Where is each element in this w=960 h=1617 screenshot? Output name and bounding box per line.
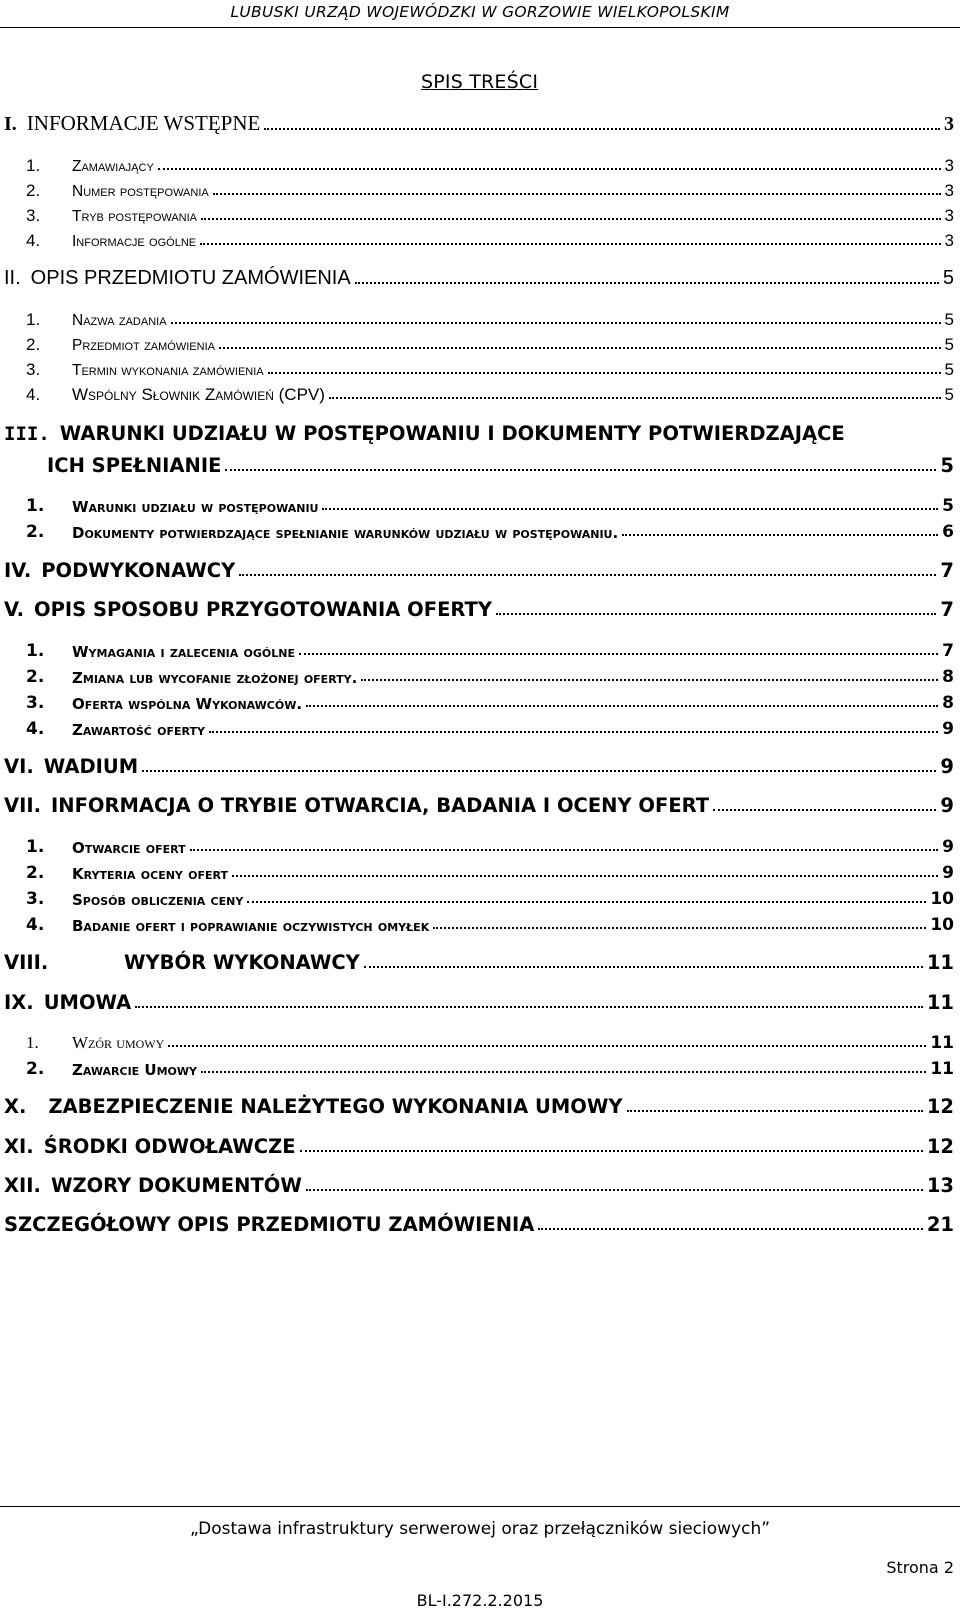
toc-leader: [201, 1071, 926, 1073]
toc-leader: [306, 705, 938, 707]
toc-page-number: 9: [940, 794, 954, 817]
toc-page-number: 11: [930, 1059, 954, 1079]
toc-leader: [329, 397, 941, 399]
toc-page-number: 3: [944, 206, 954, 225]
footer-title: „Dostawa infrastruktury serwerowej oraz przełączników sieciowych”: [189, 1519, 771, 1539]
toc-item-number: 2.: [26, 1059, 45, 1079]
toc-item-9-2[interactable]: [26, 1049, 954, 1079]
toc-leader: [268, 372, 941, 374]
toc-item-label: Przedmiot zamówienia: [72, 337, 215, 354]
toc-item-label: Informacje ogólne: [72, 233, 197, 250]
toc-page-number: 11: [930, 1033, 954, 1053]
toc-item-label: Warunki udziału w postępowaniu: [72, 498, 319, 516]
toc-section-label: INFORMACJE WSTĘPNE: [26, 111, 261, 135]
toc-leader: [361, 679, 938, 681]
toc-item-number: 2.: [26, 335, 41, 354]
toc-section-7[interactable]: [4, 787, 954, 817]
toc-section-1[interactable]: [4, 106, 954, 136]
toc-leader: [306, 1189, 923, 1191]
toc-section-label: WADIUM: [43, 755, 139, 778]
toc-item-label: Badanie ofert i poprawianie oczywistych omyłek: [72, 917, 430, 935]
toc-leader: [232, 875, 938, 877]
toc-page-number: 9: [940, 755, 954, 778]
toc-page-number: 10: [930, 889, 954, 909]
toc-section-number: VII.: [4, 794, 42, 817]
toc-title: SPIS TREŚCI: [421, 71, 539, 93]
toc-leader: [201, 218, 941, 220]
toc-item-number: 2.: [26, 181, 41, 200]
toc-leader: [538, 1228, 922, 1230]
toc-page-number: 9: [942, 719, 954, 739]
toc-item-label: Wspólny Słownik Zamówień (CPV): [72, 385, 325, 404]
toc-leader: [247, 901, 926, 903]
toc-page-number: 12: [926, 1095, 954, 1118]
toc-page-number: 8: [942, 693, 954, 713]
toc-item-label: Dokumenty potwierdzające spełnianie warunków udziału w postępowaniu.: [72, 524, 619, 542]
toc-item-label: Oferta wspólna Wykonawców.: [72, 695, 303, 713]
toc-section-8[interactable]: [4, 944, 954, 974]
toc-section-number: I.: [4, 113, 17, 135]
toc-leader: [264, 128, 940, 130]
toc-item-label: Tryb postępowania: [72, 208, 198, 225]
toc-page-number: 5: [942, 267, 954, 289]
toc-leader: [209, 731, 938, 733]
toc-page-number: 6: [942, 522, 954, 542]
toc-section-number: IV.: [4, 559, 32, 582]
toc-page-number: 3: [944, 231, 954, 250]
toc-item-label: Wymagania i zalecenia ogólne: [72, 643, 295, 661]
toc-leader: [355, 282, 939, 284]
toc-page-number: 11: [926, 951, 954, 974]
toc-section-4[interactable]: [4, 552, 954, 582]
toc-section-detailed-description[interactable]: [4, 1206, 954, 1236]
toc-item-number: 3.: [26, 360, 41, 379]
toc-page-number: 3: [944, 156, 954, 175]
footer-reference: BL-I.272.2.2015: [416, 1591, 544, 1610]
toc-leader: [239, 574, 936, 576]
toc-leader: [496, 613, 936, 615]
toc-item-label: Wzór umowy: [72, 1033, 165, 1052]
toc-section-11[interactable]: [4, 1128, 954, 1158]
toc-page-number: 13: [926, 1174, 954, 1197]
toc-leader: [171, 322, 941, 324]
toc-page-number: 11: [926, 991, 954, 1014]
toc-section-label: WYBÓR WYKONAWCY: [124, 951, 360, 974]
toc-leader: [158, 168, 941, 170]
toc-section-5[interactable]: [4, 591, 954, 621]
toc-section-6[interactable]: [4, 748, 954, 778]
toc-section-label: INFORMACJA O TRYBIE OTWARCIA, BADANIA I OCENY OFERT: [51, 794, 710, 817]
toc-page-number: 5: [944, 360, 954, 379]
toc-item-5-4[interactable]: [26, 709, 954, 739]
toc-leader: [135, 1006, 923, 1008]
toc-leader: [627, 1110, 923, 1112]
toc-section-label: UMOWA: [43, 991, 132, 1014]
toc-item-label: Otwarcie ofert: [72, 839, 186, 857]
toc-page-number: 5: [940, 454, 954, 477]
footer-divider: [0, 1506, 960, 1507]
toc-item-number: 1.: [26, 156, 41, 175]
toc-section-label: OPIS SPOSOBU PRZYGOTOWANIA OFERTY: [34, 598, 492, 621]
toc-section-9[interactable]: [4, 984, 954, 1014]
toc-page-number: 9: [942, 863, 954, 883]
toc-leader: [322, 508, 938, 510]
page-header: LUBUSKI URZĄD WOJEWÓDZKI W GORZOWIE WIELKOPOLSKIM: [230, 3, 730, 21]
page-number: Strona 2: [886, 1558, 954, 1577]
toc-item-3-2[interactable]: [26, 512, 954, 542]
toc-item-number: 3.: [26, 693, 45, 713]
toc-page-number: 9: [942, 837, 954, 857]
toc-item-label: Kryteria oceny ofert: [72, 865, 228, 883]
toc-leader: [300, 1150, 923, 1152]
toc-item-number: 3.: [26, 889, 45, 909]
toc-item-number: 1.: [26, 837, 45, 857]
toc-page-number: 10: [930, 915, 954, 935]
toc-page-number: 7: [940, 598, 954, 621]
toc-item-label: Numer postępowania: [72, 183, 209, 200]
toc-leader: [622, 534, 938, 536]
toc-leader: [190, 849, 939, 851]
toc-item-number: 1.: [26, 641, 45, 661]
toc-item-number: 3.: [26, 206, 41, 225]
toc-leader: [219, 347, 941, 349]
toc-page-number: 5: [944, 335, 954, 354]
toc-page-number: 7: [940, 559, 954, 582]
toc-section-number: IX.: [4, 991, 34, 1014]
toc-section-label: ZABEZPIECZENIE NALEŻYTEGO WYKONANIA UMOWY: [48, 1095, 623, 1118]
toc-item-number: 4.: [26, 719, 45, 739]
toc-leader: [225, 469, 936, 471]
toc-section-10[interactable]: [4, 1088, 954, 1118]
toc-item-number: 4.: [26, 231, 41, 250]
toc-section-label: OPIS PRZEDMIOTU ZAMÓWIENIA: [30, 267, 351, 289]
toc-leader: [142, 770, 936, 772]
toc-section-label: ŚRODKI ODWOŁAWCZE: [43, 1135, 296, 1158]
toc-section-number: XII.: [4, 1174, 41, 1197]
toc-page-number: 8: [942, 667, 954, 687]
toc-item-number: 1.: [26, 310, 41, 329]
toc-page-number: 5: [942, 496, 954, 516]
toc-section-3[interactable]: [4, 415, 954, 445]
toc-item-1-4[interactable]: [26, 221, 954, 251]
toc-section-12[interactable]: [4, 1167, 954, 1197]
toc-page-number: 5: [944, 310, 954, 329]
toc-item-number: 1.: [26, 1033, 39, 1052]
toc-item-label: Zmiana lub wycofanie złożonej oferty.: [72, 669, 358, 687]
toc-page-number: 7: [942, 641, 954, 661]
toc-section-number: X.: [4, 1095, 27, 1118]
toc-item-label: Termin wykonania zamówienia: [72, 362, 264, 379]
toc-item-label: Nazwa zadania: [72, 312, 167, 329]
toc-item-label: Sposób obliczenia ceny: [72, 891, 244, 909]
toc-section-2[interactable]: [4, 260, 954, 290]
toc-item-label: Zawarcie Umowy: [72, 1061, 197, 1079]
header-divider: [0, 27, 960, 28]
toc-page-number: 3: [944, 181, 954, 200]
toc-section-number: XI.: [4, 1135, 34, 1158]
toc-section-number: VI.: [4, 755, 34, 778]
toc-item-number: 4.: [26, 385, 41, 404]
toc-section-3-cont[interactable]: [47, 447, 954, 477]
toc-page-number: 21: [926, 1213, 954, 1236]
toc-leader: [299, 653, 938, 655]
toc-leader: [364, 966, 923, 968]
toc-item-label: Zawartość oferty: [72, 721, 205, 739]
toc-leader: [213, 193, 941, 195]
toc-section-number: II.: [4, 267, 21, 289]
toc-item-2-4[interactable]: [26, 375, 954, 405]
toc-item-label: Zamawiający: [72, 158, 154, 175]
toc-section-label-cont: ICH SPEŁNIANIE: [47, 454, 222, 477]
toc-section-label: WARUNKI UDZIAŁU W POSTĘPOWANIU I DOKUMENTY POTWIERDZAJĄCE: [59, 422, 845, 445]
toc-item-number: 2.: [26, 667, 45, 687]
toc-leader: [713, 809, 936, 811]
toc-section-label: PODWYKONAWCY: [41, 559, 236, 582]
toc-item-number: 2.: [26, 863, 45, 883]
toc-leader: [433, 927, 926, 929]
toc-item-7-4[interactable]: [26, 905, 954, 935]
toc-leader: [168, 1045, 926, 1047]
toc-page-number: 5: [944, 385, 954, 404]
toc-page-number: 12: [926, 1135, 954, 1158]
toc-leader: [200, 243, 940, 245]
toc-item-number: 1.: [26, 496, 45, 516]
toc-section-number: VIII.: [4, 951, 49, 974]
toc-item-number: 4.: [26, 915, 45, 935]
toc-section-number: V.: [4, 598, 24, 621]
toc-item-number: 2.: [26, 522, 45, 542]
toc-section-number: III.: [4, 423, 50, 445]
toc-section-label: SZCZEGÓŁOWY OPIS PRZEDMIOTU ZAMÓWIENIA: [4, 1213, 535, 1236]
toc-page-number: 3: [944, 113, 954, 135]
toc-section-label: WZORY DOKUMENTÓW: [50, 1174, 302, 1197]
